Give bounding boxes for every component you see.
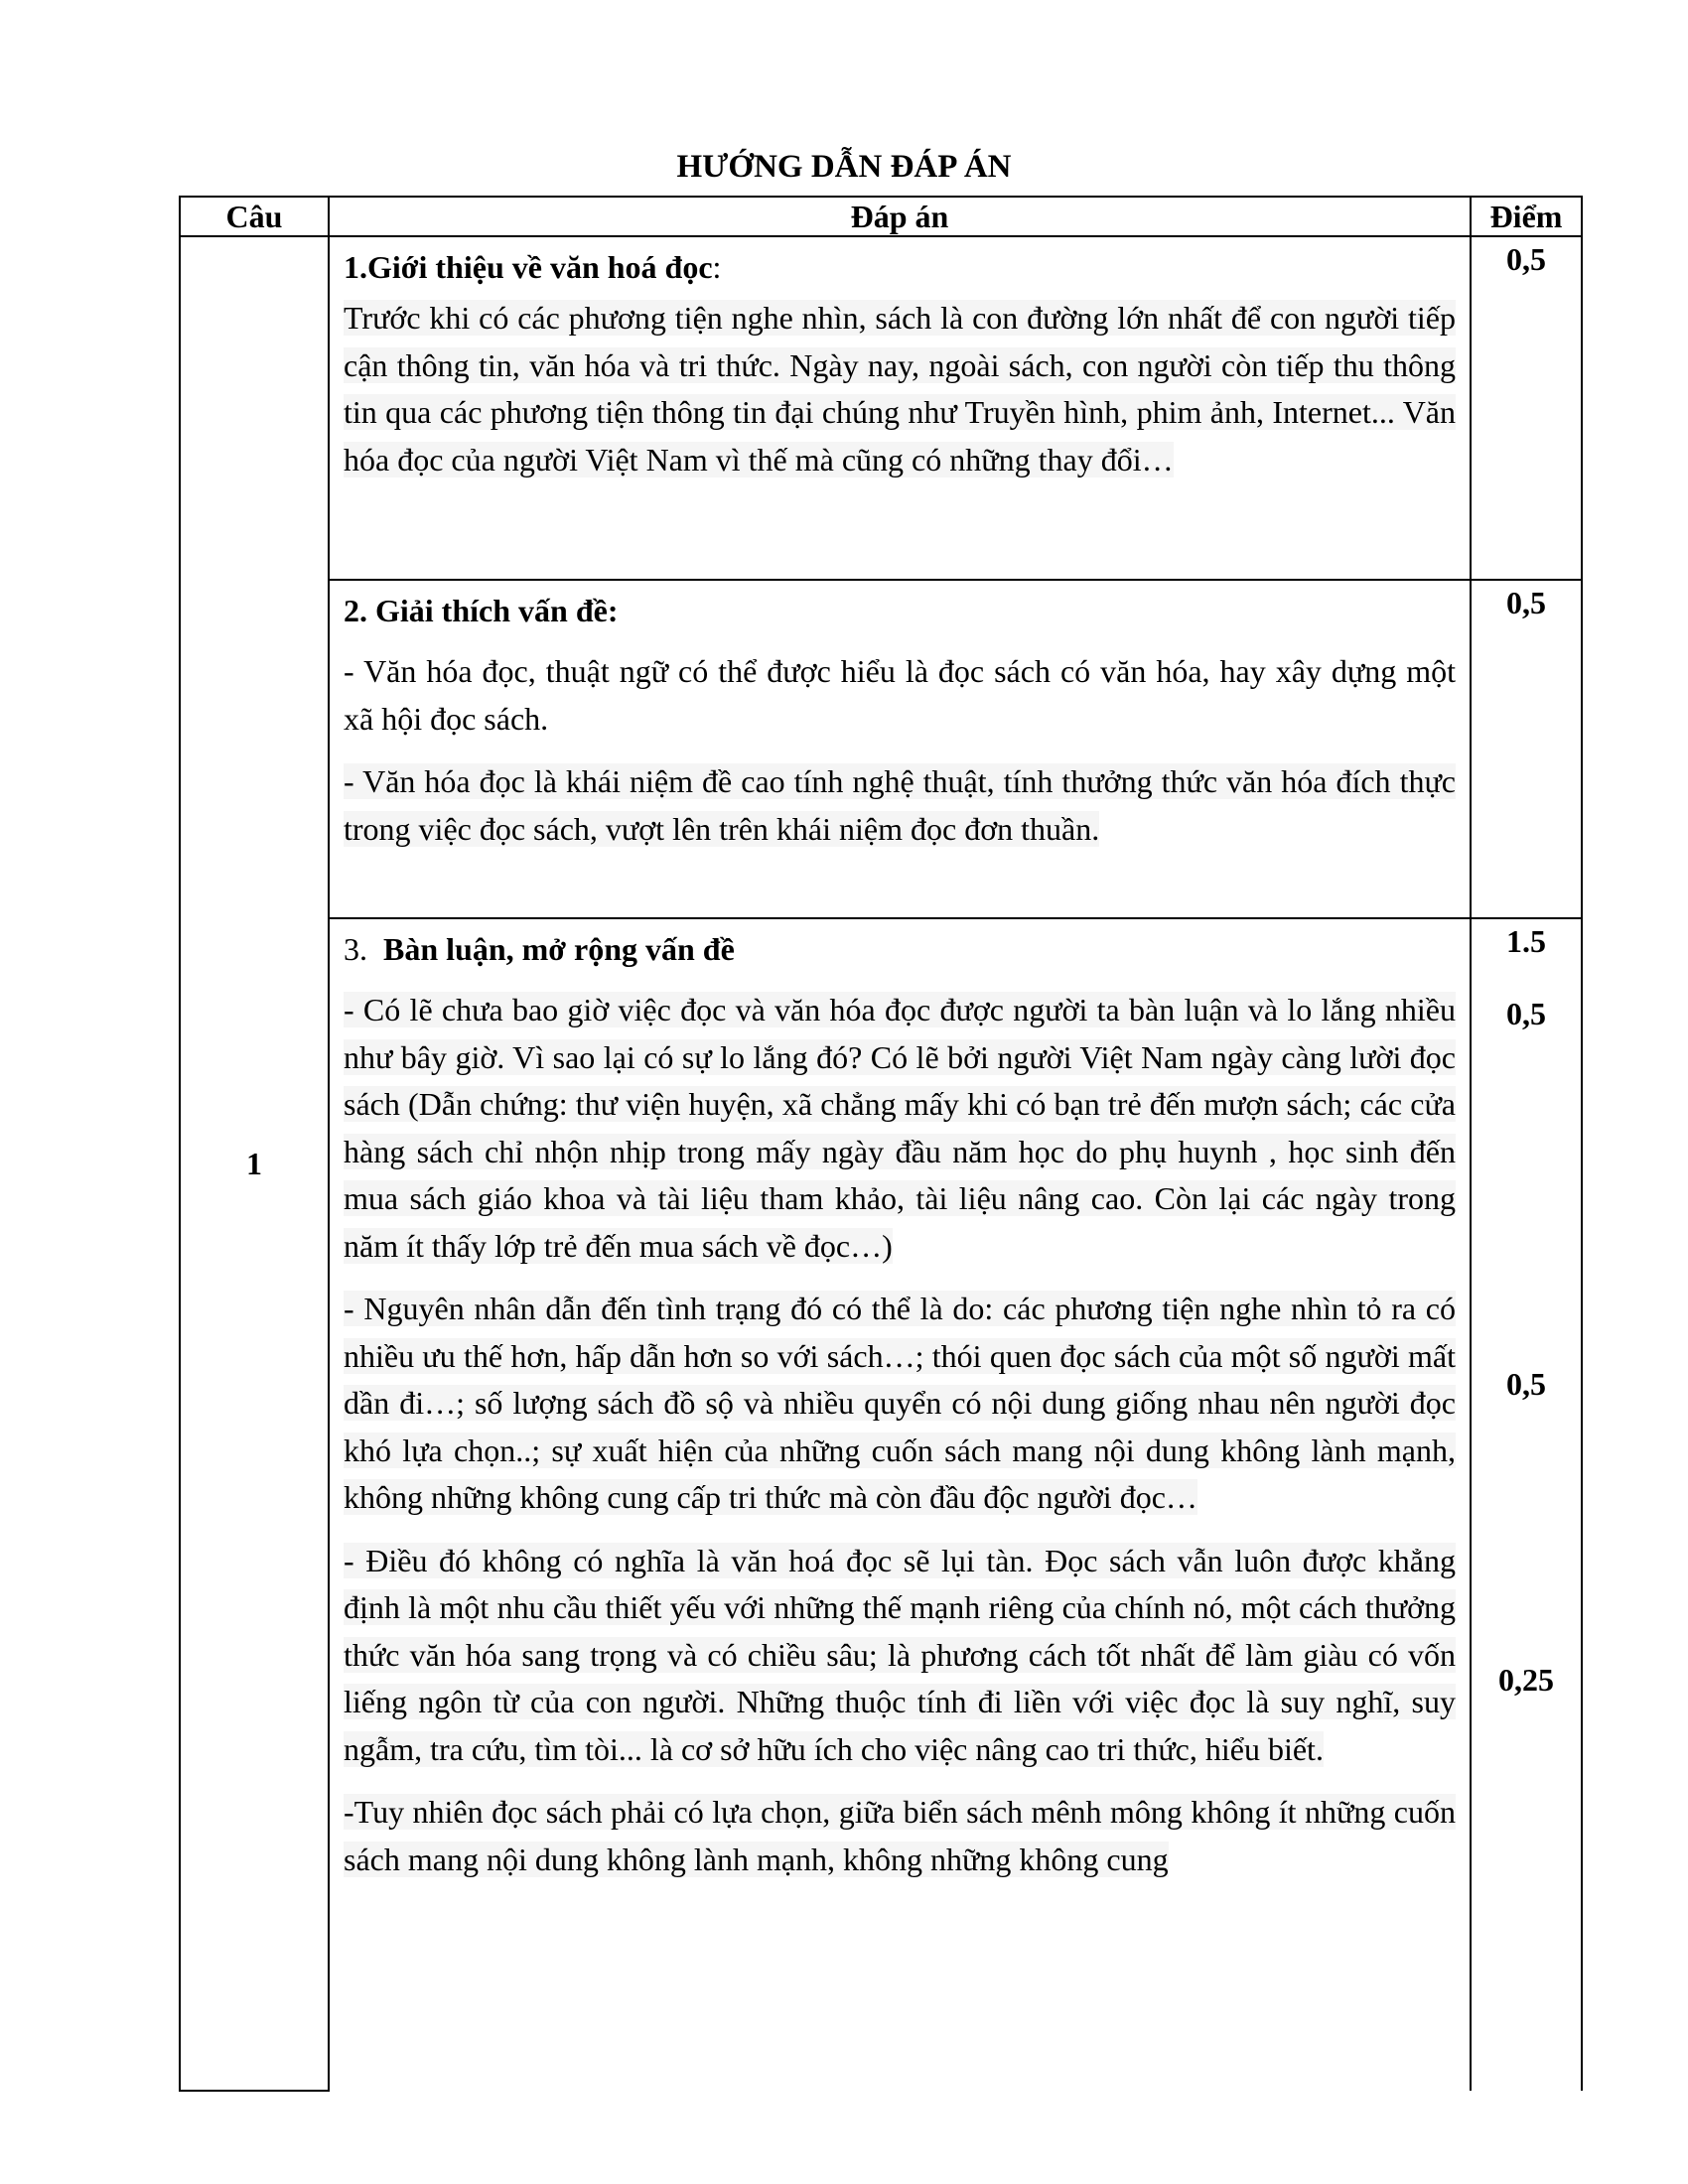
- sub-score: 0,5: [1506, 1366, 1546, 1402]
- score-cell: [1471, 236, 1582, 580]
- answer-section-2: [329, 580, 1471, 918]
- header-question: Câu: [180, 197, 329, 236]
- section-paragraph: Trước khi có các phương tiện nghe nhìn, sách là con đường lớn nhất để con người tiếp cận thông tin, văn hóa và tri thức. Ngày nay, ngoài sách, con người còn tiếp thu thông tin qua các phương tiện thông tin đại chúng như Truyền hình, phim ảnh, Internet... Văn hóa đọc của người Việt Nam vì thế mà cũng có những thay đổi…: [344, 300, 1456, 478]
- answer-section-3: [329, 918, 1471, 2091]
- section-paragraph: - Văn hóa đọc là khái niệm đề cao tính nghệ thuật, tính thưởng thức văn hóa đích thực trong việc đọc sách, vượt lên trên khái niệm đọc đơn thuần.: [344, 763, 1456, 847]
- section-score: 0,5: [1506, 585, 1546, 620]
- sub-score: 0,25: [1498, 1662, 1554, 1698]
- table-header-row: [180, 197, 1582, 236]
- header-answer: Đáp án: [329, 197, 1471, 236]
- table-row: [180, 918, 1582, 2091]
- section-paragraph: - Có lẽ chưa bao giờ việc đọc và văn hóa đọc được người ta bàn luận và lo lắng nhiều như bây giờ. Vì sao lại có sự lo lắng đó? Có lẽ bởi người Việt Nam ngày càng lười đọc sách (Dẫn chứng: thư viện huyện, xã chẳng mấy khi có bạn trẻ đến mượn sách; các cửa hàng sách chỉ nhộn nhịp trong mấy ngày đầu năm học do phụ huynh , học sinh đến mua sách giáo khoa và tài liệu tham khảo, tài liệu nâng cao. Còn lại các ngày trong năm ít thấy lớp trẻ đến mua sách về đọc…): [344, 992, 1456, 1264]
- table-row: [180, 236, 1582, 580]
- answer-table: [179, 196, 1583, 2092]
- table-row: [180, 580, 1582, 918]
- score-cell: [1471, 918, 1582, 2091]
- section-paragraph: - Điều đó không có nghĩa là văn hoá đọc sẽ lụi tàn. Đọc sách vẫn luôn được khẳng định là một nhu cầu thiết yếu với những thế mạnh riêng của chính nó, một cách thưởng thức văn hóa sang trọng và có chiều sâu; là phương cách tốt nhất để làm giàu có vốn liếng ngôn từ của con người. Những thuộc tính đi liền với việc đọc là suy nghĩ, suy ngẫm, tra cứu, tìm tòi... là cơ sở hữu ích cho việc nâng cao tri thức, hiểu biết.: [344, 1542, 1456, 1767]
- section-score: 1.5: [1506, 923, 1546, 959]
- score-cell: [1471, 580, 1582, 918]
- section-heading: 1.Giới thiệu về văn hoá đọc:: [344, 249, 722, 285]
- question-number: 1: [180, 236, 329, 2091]
- page-title: HƯỚNG DẪN ĐÁP ÁN: [676, 149, 1012, 185]
- section-paragraph: - Nguyên nhân dẫn đến tình trạng đó có thể là do: các phương tiện nghe nhìn tỏ ra có nhiều ưu thế hơn, hấp dẫn hơn so với sách…; thói quen đọc sách của một số người mất dần đi…; số lượng sách đồ sộ và nhiều quyển có nội dung giống nhau nên người đọc khó lựa chọn..; sự xuất hiện của những cuốn sách mang nội dung không lành mạnh, không những không cung cấp tri thức mà còn đầu độc người đọc…: [344, 1291, 1456, 1515]
- section-heading: 2. Giải thích vấn đề:: [344, 593, 619, 628]
- answer-section-1: [329, 236, 1471, 580]
- header-score: Điểm: [1471, 197, 1582, 236]
- section-paragraph: - Văn hóa đọc, thuật ngữ có thể được hiểu là đọc sách có văn hóa, hay xây dựng một xã hội đọc sách.: [344, 653, 1456, 737]
- sub-score: 0,5: [1506, 996, 1546, 1031]
- section-paragraph: -Tuy nhiên đọc sách phải có lựa chọn, giữa biển sách mênh mông không ít những cuốn sách mang nội dung không lành mạnh, không những không cung: [344, 1794, 1456, 1877]
- section-heading: 3. Bàn luận, mở rộng vấn đề: [344, 931, 735, 967]
- section-score: 0,5: [1506, 241, 1546, 277]
